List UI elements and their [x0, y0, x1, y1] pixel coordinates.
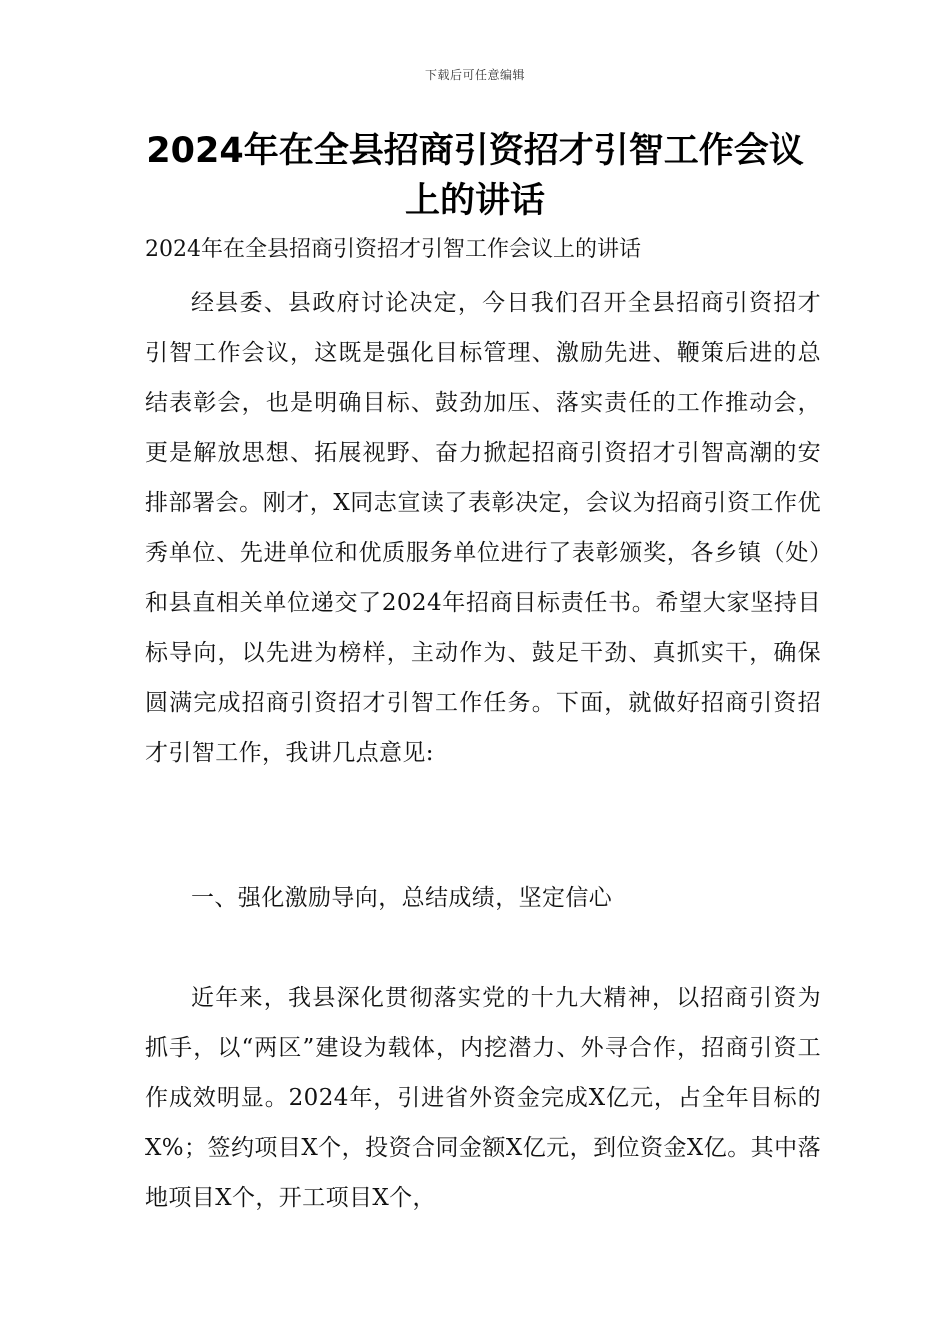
- body-paragraph: 经县委、县政府讨论决定，今日我们召开全县招商引资招才引智工作会议，这既是强化目标管理、激励先进、鞭策后进的总结表彰会，也是明确目标、鼓劲加压、落实责任的工作推动会，更是解放思想、拓展视野、奋力掀起招商引资招才引智高潮的安排部署会。刚才，X同志宣读了表彰决定，会议为招商引资工作优秀单位、先进单位和优质服务单位进行了表彰颁奖，各乡镇（处）和县直相关单位递交了2024年招商目标责任书。希望大家坚持目标导向，以先进为榜样，主动作为、鼓足干劲、真抓实干，确保圆满完成招商引资招才引智工作任务。下面，就做好招商引资招才引智工作，我讲几点意见:: [145, 290, 821, 766]
- body-paragraph: 近年来，我县深化贯彻落实党的十九大精神，以招商引资为抓手，以“两区”建设为载体，内挖潜力、外寻合作，招商引资工作成效明显。2024年，引进省外资金完成X亿元，占全年目标的X%；签约项目X个，投资合同金额X亿元，到位资金X亿。其中落地项目X个，开工项目X个，: [145, 985, 821, 1211]
- header-note: 下载后可任意编辑: [424, 68, 525, 82]
- document-subtitle: 2024年在全县招商引资招才引智工作会议上的讲话: [145, 237, 641, 262]
- document-title: 2024年在全县招商引资招才引智工作会议上的讲话: [146, 131, 804, 221]
- section-heading: 一、强化激励导向，总结成绩，坚定信心: [191, 885, 613, 911]
